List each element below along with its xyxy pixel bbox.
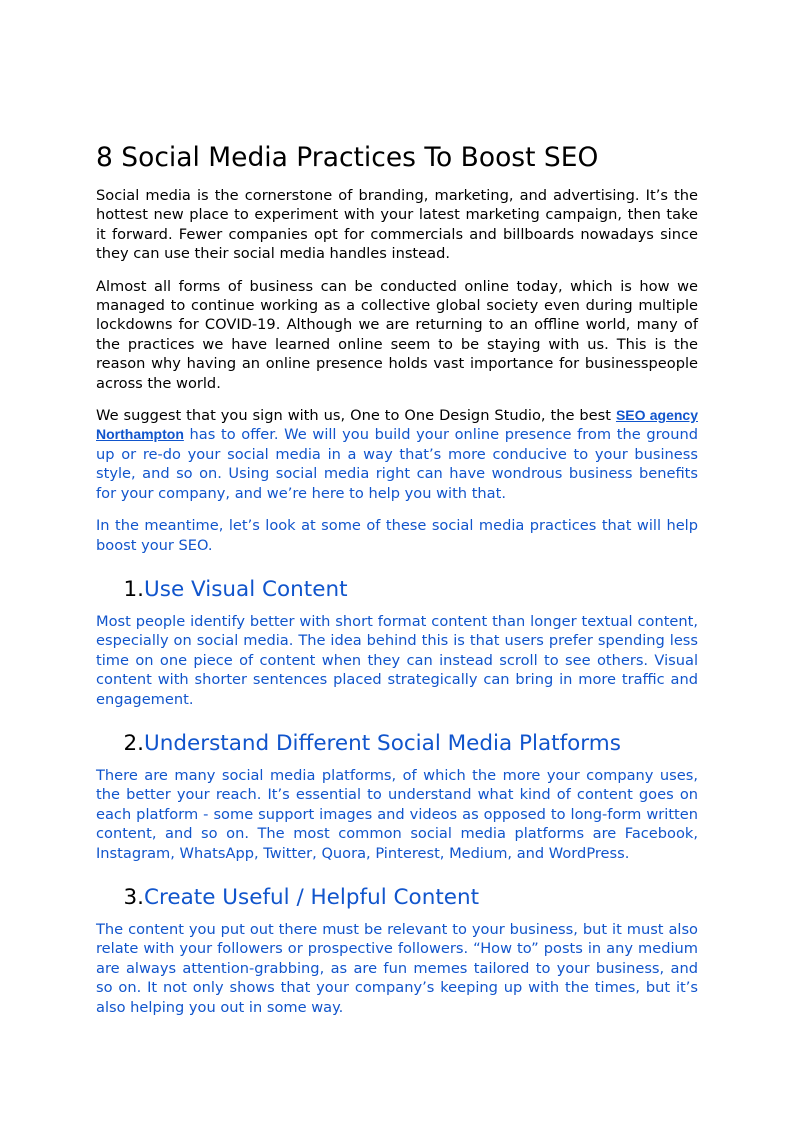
cta-text-before: We suggest that you sign with us, One to One Design Studio, the best <box>96 407 611 425</box>
northampton-link[interactable]: Northampton <box>96 426 184 443</box>
seo-agency-link[interactable]: SEO agency <box>615 407 698 424</box>
section-title: Create Useful / Helpful Content <box>144 884 480 910</box>
section-heading <box>96 731 698 757</box>
section-3 <box>96 885 698 1017</box>
section-title: Use Visual Content <box>144 576 348 602</box>
transition-paragraph: In the meantime, let’s look at some of these social media practices that will help boost your SEO. <box>96 517 698 554</box>
section-number: 2. <box>123 730 144 756</box>
cta-text-after: has to offer. We will you build your online presence from the ground up or re-do your social media in a way that’s more conducive to your business style, and so on. Using social media right can have wondrous business benefits for your company, and we’re here to help you with that. <box>96 426 698 502</box>
page-title: 8 Social Media Practices To Boost SEO <box>96 142 599 173</box>
document-page <box>96 142 698 1017</box>
section-number: 1. <box>123 576 144 602</box>
section-heading <box>96 577 698 603</box>
cta-paragraph <box>96 406 698 503</box>
section-title: Understand Different Social Media Platforms <box>144 730 621 756</box>
section-2 <box>96 731 698 863</box>
intro-paragraph-2: Almost all forms of business can be conducted online today, which is how we managed to continue working as a collective global society even during multiple lockdowns for COVID-19. Although we are returning to an offline world, many of the practices we have learned online seem to be staying with us. This is the reason why having an online presence holds vast importance for businesspeople across the world. <box>96 277 698 392</box>
intro-paragraph-1: Social media is the cornerstone of branding, marketing, and advertising. It’s the hottest new place to experiment with your latest marketing campaign, then take it forward. Fewer companies opt for commercials and billboards nowadays since they can use their social media handles instead. <box>96 187 698 263</box>
section-1 <box>96 577 698 709</box>
section-body: Most people identify better with short format content than longer textual content, especially on social media. The idea behind this is that users prefer spending less time on one piece of content when they can instead scroll to see others. Visual content with shorter sentences placed strategically can bring in more traffic and engagement. <box>96 612 698 708</box>
section-heading <box>96 885 698 911</box>
section-body: There are many social media platforms, of which the more your company uses, the better your reach. It’s essential to understand what kind of content goes on each platform - some support images and videos as opposed to long-form written content, and so on. The most common social media platforms are Facebook, Instagram, WhatsApp, Twitter, Quora, Pinterest, Medium, and WordPress. <box>96 766 698 862</box>
section-number: 3. <box>123 884 144 910</box>
section-body: The content you put out there must be relevant to your business, but it must also relate with your followers or prospective followers. “How to” posts in any medium are always attention-grabbing, as are fun memes tailored to your business, and so on. It not only shows that your company’s keeping up with the times, but it’s also helping you out in some way. <box>96 920 698 1016</box>
